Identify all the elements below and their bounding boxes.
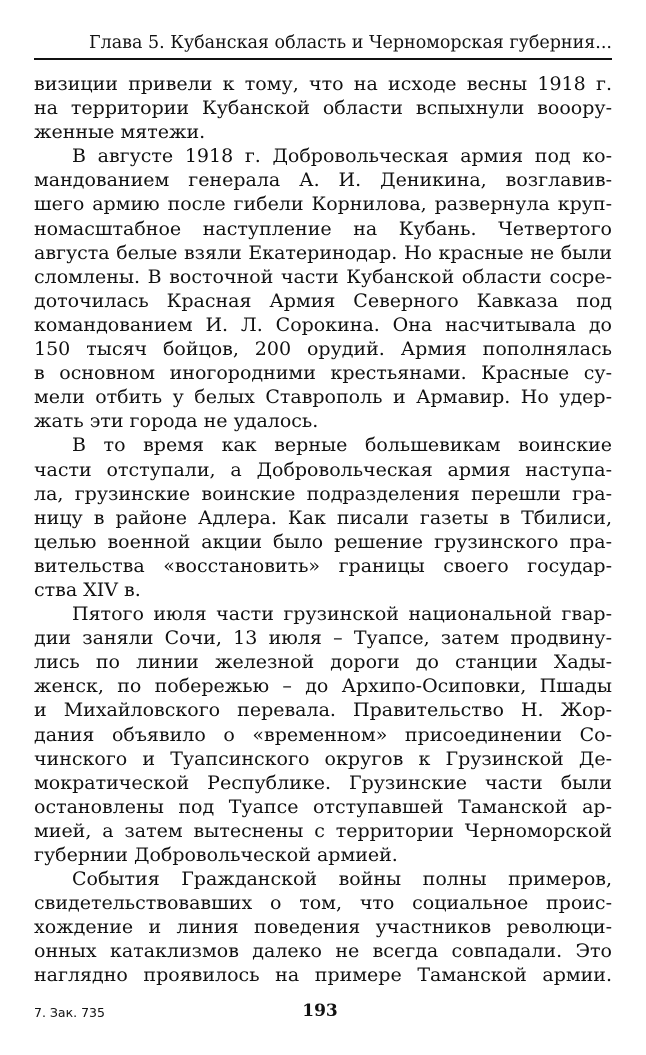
running-head: Глава 5. Кубанская область и Черноморская губерния... — [89, 33, 612, 53]
text-line: остановлены под Туапсе отступавшей Таманской ар- — [34, 795, 612, 818]
text-line: наглядно проявилось на примере Таманской армии. — [34, 964, 612, 987]
text-line: 150 тысяч бойцов, 200 орудий. Армия пополнялась — [34, 338, 612, 361]
text-line: В то время как верные большевикам воинские — [72, 434, 612, 457]
text-line: мели отбить у белых Ставрополь и Армавир. Но удер- — [34, 386, 612, 409]
text-line: шего армию после гибели Корнилова, развернула круп- — [34, 193, 612, 216]
body-text — [34, 72, 612, 988]
text-line: чинского и Туапсинского округов к Грузинской Де- — [34, 747, 612, 770]
text-line: в основном иногородними крестьянами. Красные су- — [34, 362, 612, 385]
text-line: сломлены. В восточной части Кубанской области сосре- — [34, 265, 612, 288]
text-line: мандованием генерала А. И. Деникина, возглавив- — [34, 169, 612, 192]
text-line: женск, по побережью – до Архипо-Осиповки, Пшады — [34, 675, 612, 698]
text-line: мократической Республике. Грузинские части были — [34, 771, 612, 794]
text-line: ницу в районе Адлера. Как писали газеты в Тбилиси, — [34, 506, 612, 529]
page-header — [34, 30, 612, 60]
text-line: вительства «восстановить» границы своего государ- — [34, 554, 612, 577]
text-line: свидетельствовавших о том, что социальное проис- — [34, 892, 612, 915]
text-line: августа белые взяли Екатеринодар. Но красные не были — [34, 241, 612, 264]
text-line: В августе 1918 г. Добровольческая армия под ко- — [72, 145, 612, 168]
page-number: 193 — [302, 1001, 338, 1021]
text-line: ства XIV в. — [34, 578, 141, 601]
text-line: лись по линии железной дороги до станции Хады- — [34, 651, 612, 674]
text-line: части отступали, а Добровольческая армия наступа- — [34, 458, 612, 481]
text-line: командованием И. Л. Сорокина. Она насчитывала до — [34, 313, 612, 336]
text-line: ла, грузинские воинские подразделения перешли гра- — [34, 482, 612, 505]
text-line: Пятого июля части грузинской национальной гвар- — [72, 603, 612, 626]
text-line: онных катаклизмов далеко не всегда совпадали. Это — [34, 940, 612, 963]
text-line: дии заняли Сочи, 13 июля – Туапсе, затем продвину- — [34, 627, 612, 650]
text-line: мией, а затем вытеснены с территории Черноморской — [34, 819, 612, 842]
text-line: доточилась Красная Армия Северного Кавказа под — [34, 289, 612, 312]
text-line: номасштабное наступление на Кубань. Четвертого — [34, 217, 612, 240]
text-line: на территории Кубанской области вспыхнули вооору- — [34, 97, 612, 120]
text-line: визиции привели к тому, что на исходе весны 1918 г. — [34, 73, 612, 95]
text-line: женные мятежи. — [34, 121, 206, 144]
text-line: губернии Добровольческой армией. — [34, 844, 398, 866]
text-line: целью военной акции было решение грузинского пра- — [34, 530, 612, 553]
text-line: жать эти города не удалось. — [34, 410, 319, 433]
printer-signature: 7. Зак. 735 — [34, 1005, 105, 1020]
text-line: и Михайловского перевала. Правительство Н. Жор- — [34, 699, 612, 722]
text-line: События Гражданской войны полны примеров, — [72, 868, 612, 891]
text-line: дания объявило о «временном» присоединении Со- — [34, 723, 612, 746]
text-line: хождение и линия поведения участников революци- — [34, 916, 612, 939]
